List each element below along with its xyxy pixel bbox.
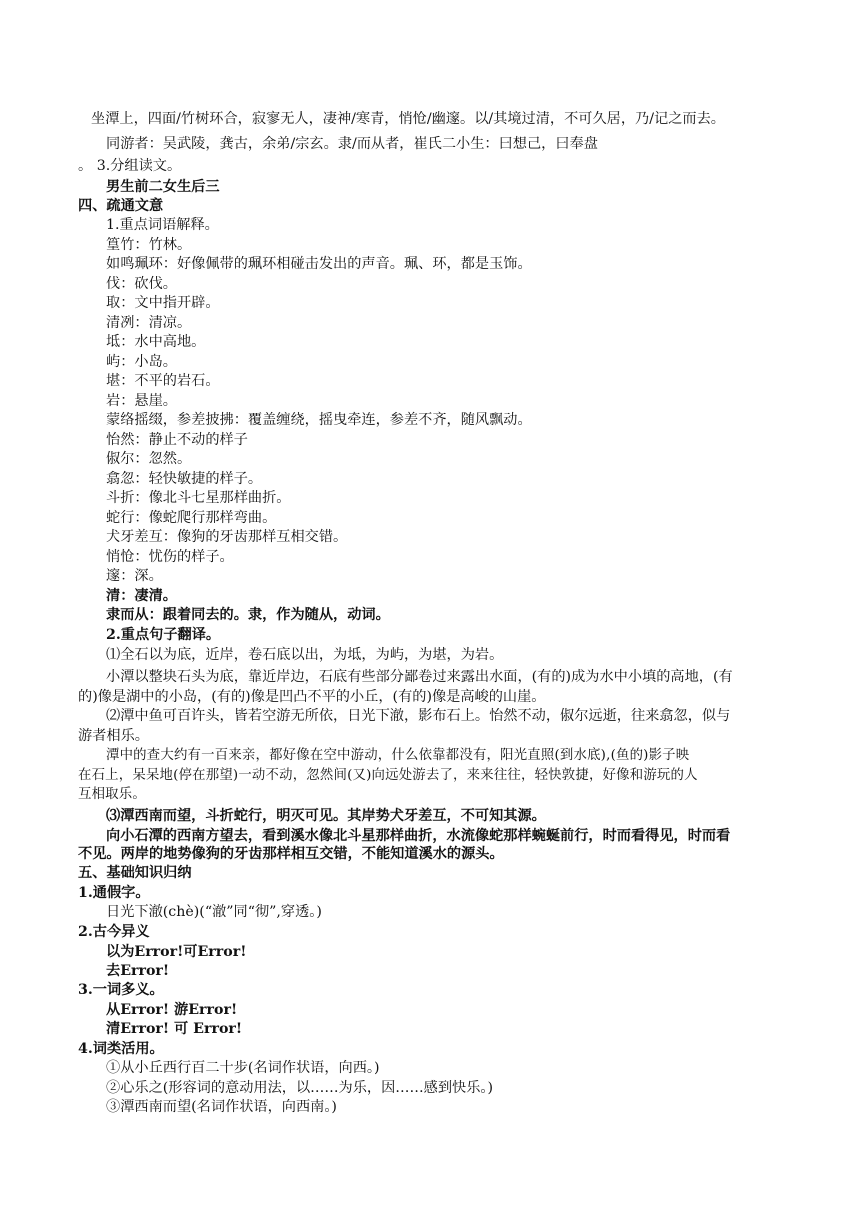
text-line: 男生前二女生后三 [106, 179, 220, 195]
subheading: 2.重点句子翻译。 [106, 627, 221, 643]
text-line: ⑵潭中鱼可百许头，皆若空游无所依，日光下澈，影布石上。怡然不动，俶尔远逝，往来翕忽，似与 [106, 708, 731, 724]
text-line: ②心乐之(形容词的意动用法，以……为乐，因……感到快乐。) [106, 1080, 494, 1096]
text-line: 悄怆：忧伤的样子。 [106, 549, 234, 565]
text-line: 蒙络摇缀，参差披拂：覆盖缠绕，摇曳牵连，参差不齐，随风飘动。 [106, 412, 532, 428]
section-heading: 四、疏通文意 [78, 198, 164, 214]
text-line: 清Error! 可 Error! [106, 1021, 243, 1037]
text-line: 犬牙差互：像狗的牙齿那样互相交错。 [106, 529, 348, 545]
text-line: 翕忽：轻快敏捷的样子。 [106, 471, 263, 487]
text-line: 游者相乐。 [78, 728, 149, 744]
text-line: 日光下澈(chè)(“澈”同“彻”,穿透。) [106, 904, 322, 920]
text-line: 向小石潭的西南方望去，看到溪水像北斗星那样曲折，水流像蛇那样蜿蜒前行，时而看得见，时而看 [106, 828, 731, 844]
text-line: 潭中的查大约有一百来亲，都好像在空中游动，什么依靠都没有，阳光直照(到水底),(鱼的)影子映 [106, 748, 690, 763]
text-line: 蛇行：像蛇爬行那样弯曲。 [106, 510, 277, 526]
text-line: 清：凄清。 [106, 588, 177, 604]
text-line: ⑶潭西南而望，斗折蛇行，明灭可见。其岸势犬牙差互，不可知其源。 [106, 808, 546, 824]
text-line: 怡然：静止不动的样子 [106, 432, 248, 448]
text-line: ③潭西南而望(名词作状语，向西南。) [106, 1099, 337, 1115]
subheading: 2.古今异义 [78, 924, 150, 940]
text-line: 坻：水中高地。 [106, 334, 206, 350]
text-line: 去Error! [106, 963, 170, 979]
text-line: 岩：悬崖。 [106, 393, 177, 409]
text-line: 1.重点词语解释。 [106, 217, 219, 233]
text-line: 俶尔：忽然。 [106, 451, 192, 467]
text-line: 的)像是湖中的小岛，(有的)像是凹凸不平的小丘，(有的)像是高峻的山崖。 [78, 689, 546, 705]
text-line: 邃：深。 [106, 568, 163, 584]
text-line: 堪：不平的岩石。 [106, 373, 220, 389]
section-heading: 五、基础知识归纳 [78, 865, 192, 881]
text-line: 伐：砍伐。 [106, 276, 177, 292]
text-line: 以为Error!可Error! [106, 944, 247, 960]
text-line: 同游者：吴武陵，龚古，余弟/宗玄。隶/而从者，崔氏二小生：曰想己，曰奉盘 [106, 136, 598, 152]
text-line: 互相取乐。 [78, 787, 146, 802]
text-line: 不见。两岸的地势像狗的牙齿那样相互交错，不能知道溪水的源头。 [78, 846, 504, 862]
subheading: 3.一词多义。 [78, 982, 164, 998]
text-line: ①从小丘西行百二十步(名词作状语，向西。) [106, 1060, 380, 1076]
text-line: 坐潭上，四面/竹树环合，寂寥无人，凄神/寒青，悄怆/幽邃。以/其境过清，不可久居，乃/记之而去。 [91, 111, 725, 127]
text-line: 斗折：像北斗七星那样曲折。 [106, 490, 291, 506]
text-line: 在石上，呆呆地(停在那望)一动不动，忽然间(又)向远处游去了，来来往往，轻快敦捷，好像和游玩的人 [78, 768, 698, 783]
subheading: 1.通假字。 [78, 885, 150, 901]
subheading: 4.词类活用。 [78, 1041, 164, 1057]
text-line: 如鸣珮环：好像佩带的珮环相碰击发出的声音。珮、环，都是玉饰。 [106, 256, 532, 272]
text-line: 取：文中指开辟。 [106, 295, 220, 311]
text-line: 清冽：清凉。 [106, 315, 192, 331]
text-line: 。 3.分组读文。 [78, 158, 182, 174]
text-line: 屿：小岛。 [106, 354, 177, 370]
text-line: 小潭以整块石头为底，靠近岸边，石底有些部分鄙卷过来露出水面，(有的)成为水中小填的高地，(有 [106, 669, 733, 685]
text-line: 从Error! 游Error! [106, 1002, 238, 1018]
text-line: 篁竹：竹林。 [106, 237, 192, 253]
text-line: 隶而从：跟着同去的。隶，作为随从，动词。 [106, 607, 390, 623]
text-line: ⑴全石以为底，近岸，卷石底以出，为坻，为屿，为堪，为岩。 [106, 647, 504, 663]
